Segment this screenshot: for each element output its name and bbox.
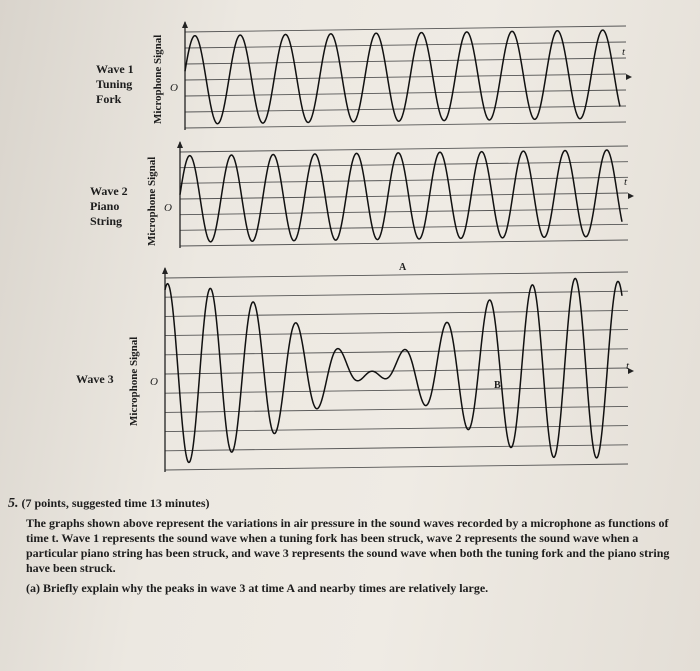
wave2-y-arrow [177, 141, 183, 148]
wave1-grid-line [185, 26, 626, 32]
wave3-origin: O [150, 376, 158, 388]
wave2-origin: O [164, 202, 172, 214]
wave1-label-line2: Tuning [96, 77, 133, 91]
wave2-label-line3: String [90, 214, 123, 228]
wave3-grid-line [165, 330, 628, 336]
problem-header [8, 496, 692, 511]
wave3-grid-line [165, 291, 628, 297]
wave3-grid-line [165, 368, 628, 374]
problem-text [8, 496, 692, 601]
point-b-label: B [494, 380, 501, 391]
wave3-grid-line [165, 464, 628, 470]
wave1-grid-line [185, 42, 626, 48]
wave2-label-line1: Wave 2 [90, 184, 128, 198]
wave2-label [90, 184, 128, 229]
wave1-t-label: t [622, 46, 626, 58]
wave2-grid-line [180, 146, 628, 152]
wave1-y-arrow [182, 21, 188, 28]
problem-description: The graphs shown above represent the variations in air pressure in the sound waves recorded by a microphone as functions of time t. Wave 1 represents the sound wave when a tuning fork has been struck, wave 2 represents the sound wave when a particular piano string has been struck, and wave 3 represents the sound wave when both the tuning fork and the piano string have been struck. [26, 516, 670, 575]
wave3-t-label: t [626, 360, 630, 372]
point-a-label: A [399, 262, 407, 273]
wave1-grid-line [185, 90, 626, 96]
wave1-axis-label: Microphone Signal [152, 34, 164, 124]
wave1-label-line1: Wave 1 [96, 62, 134, 76]
wave1-label-line3: Fork [96, 92, 122, 106]
wave2-grid-line [180, 240, 628, 246]
wave3-grid-line [165, 349, 628, 355]
wave2-t-arrow [628, 193, 634, 199]
wave2-t-label: t [624, 176, 628, 188]
wave3-axis-label: Microphone Signal [128, 336, 140, 426]
problem-part-a: (a) Briefly explain why the peaks in wave 3 at time A and nearby times are relatively large. [26, 581, 489, 595]
wave1-grid-line [185, 58, 626, 64]
wave3-label [76, 372, 114, 387]
wave3-label-line1: Wave 3 [76, 372, 114, 386]
wave2-grid-line [180, 209, 628, 215]
wave2-label-line2: Piano [90, 199, 120, 213]
problem-number: 5. [8, 496, 19, 511]
wave1-graph [182, 21, 632, 130]
wave3-wave [165, 278, 622, 462]
wave2-axis-label: Microphone Signal [146, 156, 158, 246]
wave1-grid-line [185, 122, 626, 128]
wave2-grid-line [180, 193, 628, 199]
wave1-t-arrow [626, 74, 632, 80]
wave3-y-arrow [162, 267, 168, 274]
wave3-graph [162, 267, 634, 472]
wave3-grid-line [165, 310, 628, 316]
wave1-label [96, 62, 134, 107]
wave2-grid-line [180, 177, 628, 183]
wave3-grid-line [165, 387, 628, 393]
wave1-origin: O [170, 82, 178, 94]
wave2-graph [177, 141, 634, 248]
wave3-grid-line [165, 272, 628, 278]
wave3-grid-line [165, 406, 628, 412]
problem-points: (7 points, suggested time 13 minutes) [21, 496, 210, 510]
